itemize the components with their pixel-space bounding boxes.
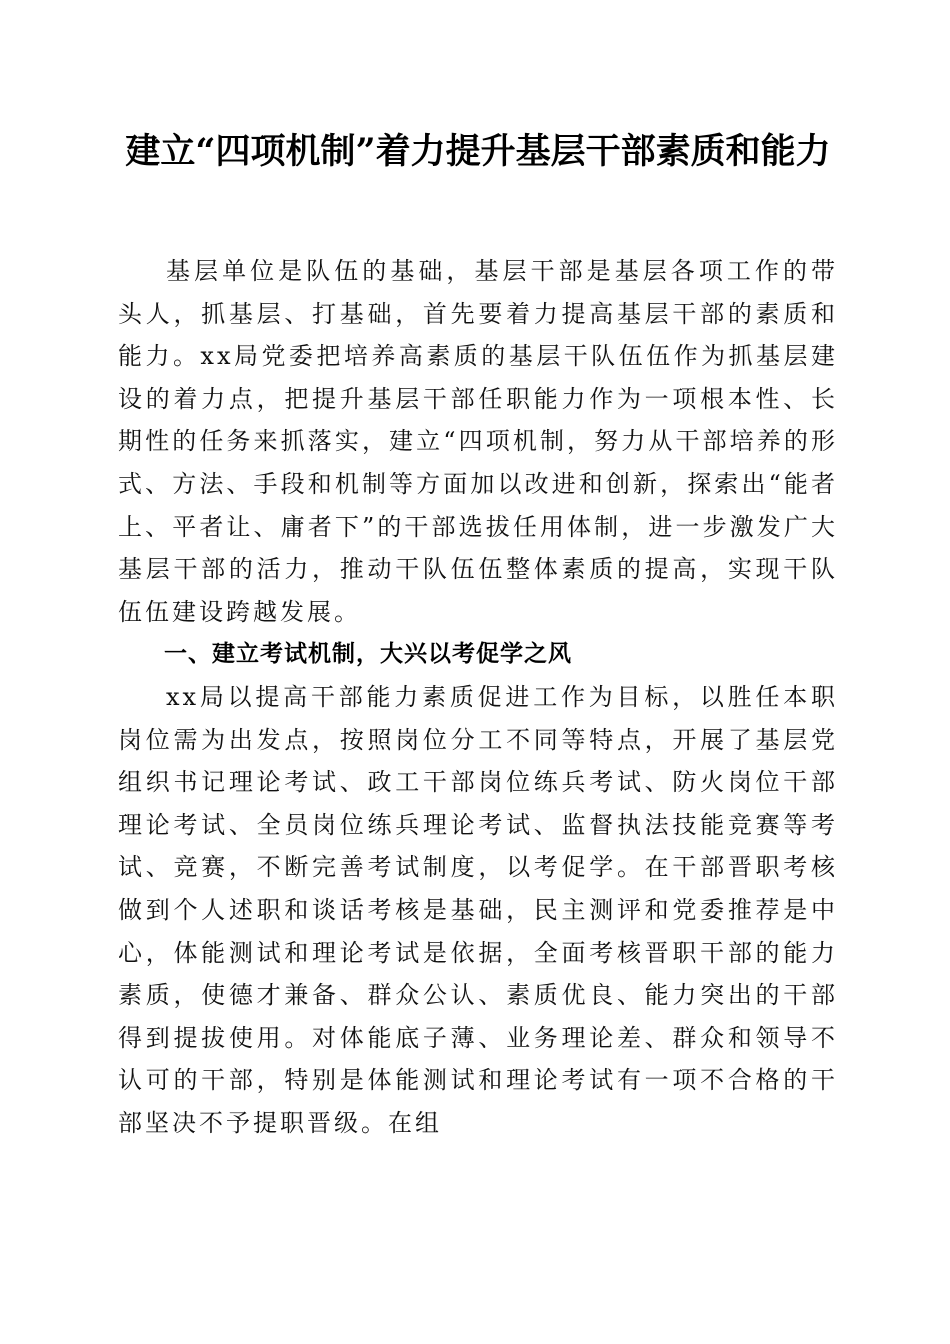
section-heading: 一、建立考试机制，大兴以考促学之风 <box>164 641 572 668</box>
document-body <box>118 250 838 1144</box>
intro-paragraph: 基层单位是队伍的基础，基层干部是基层各项工作的带头人，抓基层、打基础，首先要着力提高基层干部的素质和能力。xx局党委把培养高素质的基层干队伍伍作为抓基层建设的着力点，把提升基层干部任职能力作为一项根本性、长期性的任务来抓落实，建立“四项机制，努力从干部培养的形式、方法、手段和机制等方面加以改进和创新，探索出“能者上、平者让、庸者下”的干部选拔任用体制，进一步激发广大基层干部的活力，推动干队伍伍整体素质的提高，实现干队伍伍建设跨越发展。 <box>118 257 838 626</box>
document-title: 建立“四项机制”着力提升基层干部素质和能力 <box>125 131 831 172</box>
section-paragraph: xx局以提高干部能力素质促进工作为目标，以胜任本职岗位需为出发点，按照岗位分工不同等特点，开展了基层党组织书记理论考试、政工干部岗位练兵考试、防火岗位干部理论考试、全员岗位练兵理论考试、监督执法技能竞赛等考试、竞赛，不断完善考试制度，以考促学。在干部晋职考核做到个人述职和谈话考核是基础，民主测评和党委推荐是中心，体能测试和理论考试是依据，全面考核晋职干部的能力素质，使德才兼备、群众公认、素质优良、能力突出的干部得到提拔使用。对体能底子薄、业务理论差、群众和领导不认可的干部，特别是体能测试和理论考试有一项不合格的干部坚决不予提职晋级。在组 <box>118 682 838 1137</box>
